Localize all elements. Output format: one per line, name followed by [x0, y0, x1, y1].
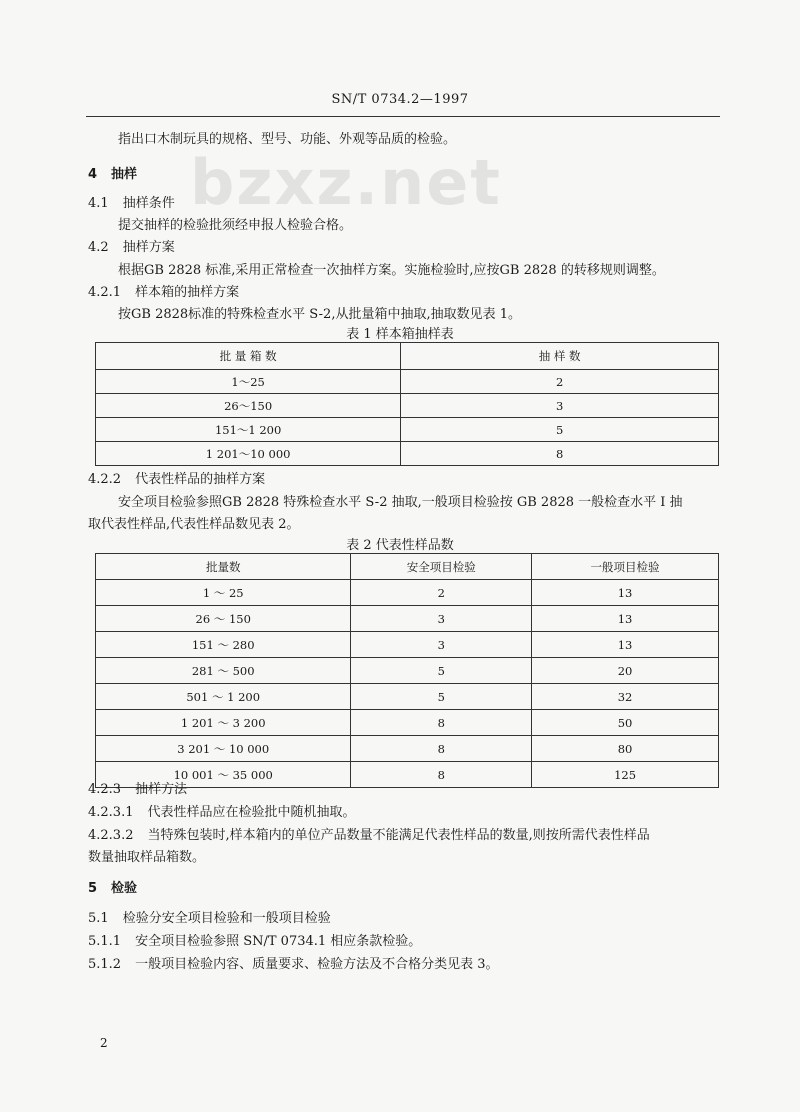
table-header-row: [96, 343, 719, 370]
section-title: 抽样方案: [122, 240, 175, 255]
table-cell: 5: [351, 684, 532, 710]
table-cell: 1～25: [96, 370, 401, 394]
section-number: 5.1.1: [88, 934, 122, 949]
table-1: [95, 342, 719, 466]
column-header: 批量数: [96, 554, 351, 580]
section-4-2-3-1: [88, 801, 356, 820]
section-4-2-1-text: 按GB 2828标准的特殊检查水平 S-2,从批量箱中抽取,抽取数见表 1。: [118, 307, 522, 322]
section-number: 4.1: [88, 196, 109, 211]
table-row: [96, 632, 719, 658]
section-4-2-2-heading: [88, 468, 265, 487]
table-2: [95, 553, 719, 788]
table-cell: 151 ～ 280: [96, 632, 351, 658]
column-header: 安全项目检验: [351, 554, 532, 580]
section-4-2-3-heading: [88, 778, 187, 797]
section-title: 样本箱的抽样方案: [135, 285, 240, 300]
section-number: 4.2: [88, 240, 109, 255]
section-number: 4.2.1: [88, 285, 122, 300]
watermark: bzxz.net: [190, 146, 502, 219]
table-cell: 3 201 ～ 10 000: [96, 736, 351, 762]
section-number: 4.2.3.1: [88, 805, 134, 820]
table-cell: 26 ～ 150: [96, 606, 351, 632]
table-row: [96, 442, 719, 466]
table-cell: 50: [532, 710, 719, 736]
section-title: 代表性样品的抽样方案: [135, 472, 266, 487]
table-cell: 1 ～ 25: [96, 580, 351, 606]
section-number: 4.2.3.2: [88, 828, 134, 843]
section-4-2-3-2-line2: 数量抽取样品箱数。: [88, 850, 206, 865]
section-4-2-text: 根据GB 2828 标准,采用正常检查一次抽样方案。实施检验时,应按GB 2828 的转移规则调整。: [118, 263, 665, 278]
table-cell: 8: [401, 442, 719, 466]
table-cell: 3: [351, 632, 532, 658]
section-4-2-2-text-line2: 取代表性样品,代表性样品数见表 2。: [88, 517, 300, 532]
section-text: 代表性样品应在检验批中随机抽取。: [147, 805, 356, 820]
table-cell: 26～150: [96, 394, 401, 418]
header-rule: [86, 116, 720, 117]
table-header-row: [96, 554, 719, 580]
section-number: 5: [88, 881, 98, 896]
document-code-header: SN/T 0734.2—1997: [331, 92, 469, 107]
table-cell: 13: [532, 580, 719, 606]
section-4-1-heading: [88, 192, 175, 211]
section-number: 5.1: [88, 911, 109, 926]
table-2-caption: 表 2 代表性样品数: [346, 538, 454, 553]
section-number: 4.2.2: [88, 472, 122, 487]
table-cell: 13: [532, 632, 719, 658]
table-cell: 281 ～ 500: [96, 658, 351, 684]
table-cell: 13: [532, 606, 719, 632]
section-title: 抽样方法: [135, 782, 188, 797]
table-row: [96, 580, 719, 606]
section-5-1: [88, 907, 331, 926]
table-row: [96, 684, 719, 710]
table-cell: 1 201～10 000: [96, 442, 401, 466]
section-4-2-2-text-line1: 安全项目检验参照GB 2828 特殊检查水平 S-2 抽取,一般项目检验按 GB 2828 一般检查水平 I 抽: [118, 495, 683, 510]
table-cell: 2: [351, 580, 532, 606]
table-row: [96, 394, 719, 418]
table-1-caption: 表 1 样本箱抽样表: [346, 327, 454, 342]
table-cell: 151～1 200: [96, 418, 401, 442]
table-row: [96, 736, 719, 762]
intro-text: 指出口木制玩具的规格、型号、功能、外观等品质的检验。: [118, 132, 457, 147]
section-4-2-heading: [88, 236, 175, 255]
column-header: 一般项目检验: [532, 554, 719, 580]
section-4-2-1-heading: [88, 281, 239, 300]
table-cell: 8: [351, 710, 532, 736]
section-5-1-2: [88, 953, 498, 972]
table-row: [96, 710, 719, 736]
table-cell: 80: [532, 736, 719, 762]
table-cell: 3: [401, 394, 719, 418]
page-number: 2: [100, 1036, 108, 1050]
table-cell: 1 201 ～ 3 200: [96, 710, 351, 736]
section-title: 抽样条件: [122, 196, 175, 211]
section-text: 一般项目检验内容、质量要求、检验方法及不合格分类见表 3。: [135, 957, 499, 972]
table-cell: 10 001 ～ 35 000: [96, 762, 351, 788]
table-row: [96, 370, 719, 394]
table-cell: 3: [351, 606, 532, 632]
table-cell: 8: [351, 762, 532, 788]
section-5-heading: [88, 877, 137, 896]
table-cell: 2: [401, 370, 719, 394]
section-number: 5.1.2: [88, 957, 122, 972]
table-cell: 5: [351, 658, 532, 684]
table-row: [96, 418, 719, 442]
section-number: 4.2.3: [88, 782, 122, 797]
section-text: 检验分安全项目检验和一般项目检验: [122, 911, 331, 926]
section-text: 当特殊包装时,样本箱内的单位产品数量不能满足代表性样品的数量,则按所需代表性样品: [147, 828, 650, 843]
table-row: [96, 762, 719, 788]
table-cell: 125: [532, 762, 719, 788]
table-row: [96, 658, 719, 684]
section-text: 安全项目检验参照 SN/T 0734.1 相应条款检验。: [135, 934, 422, 949]
table-cell: 20: [532, 658, 719, 684]
section-4-heading: [88, 163, 137, 182]
column-header: 批 量 箱 数: [96, 343, 401, 370]
section-4-2-3-2: [88, 824, 650, 843]
section-title: 检验: [111, 881, 138, 896]
table-cell: 5: [401, 418, 719, 442]
table-row: [96, 606, 719, 632]
table-cell: 32: [532, 684, 719, 710]
section-number: 4: [88, 167, 98, 182]
section-title: 抽样: [111, 167, 138, 182]
column-header: 抽 样 数: [401, 343, 719, 370]
table-cell: 8: [351, 736, 532, 762]
table-cell: 501 ～ 1 200: [96, 684, 351, 710]
section-4-1-text: 提交抽样的检验批须经申报人检验合格。: [118, 218, 353, 233]
section-5-1-1: [88, 930, 421, 949]
